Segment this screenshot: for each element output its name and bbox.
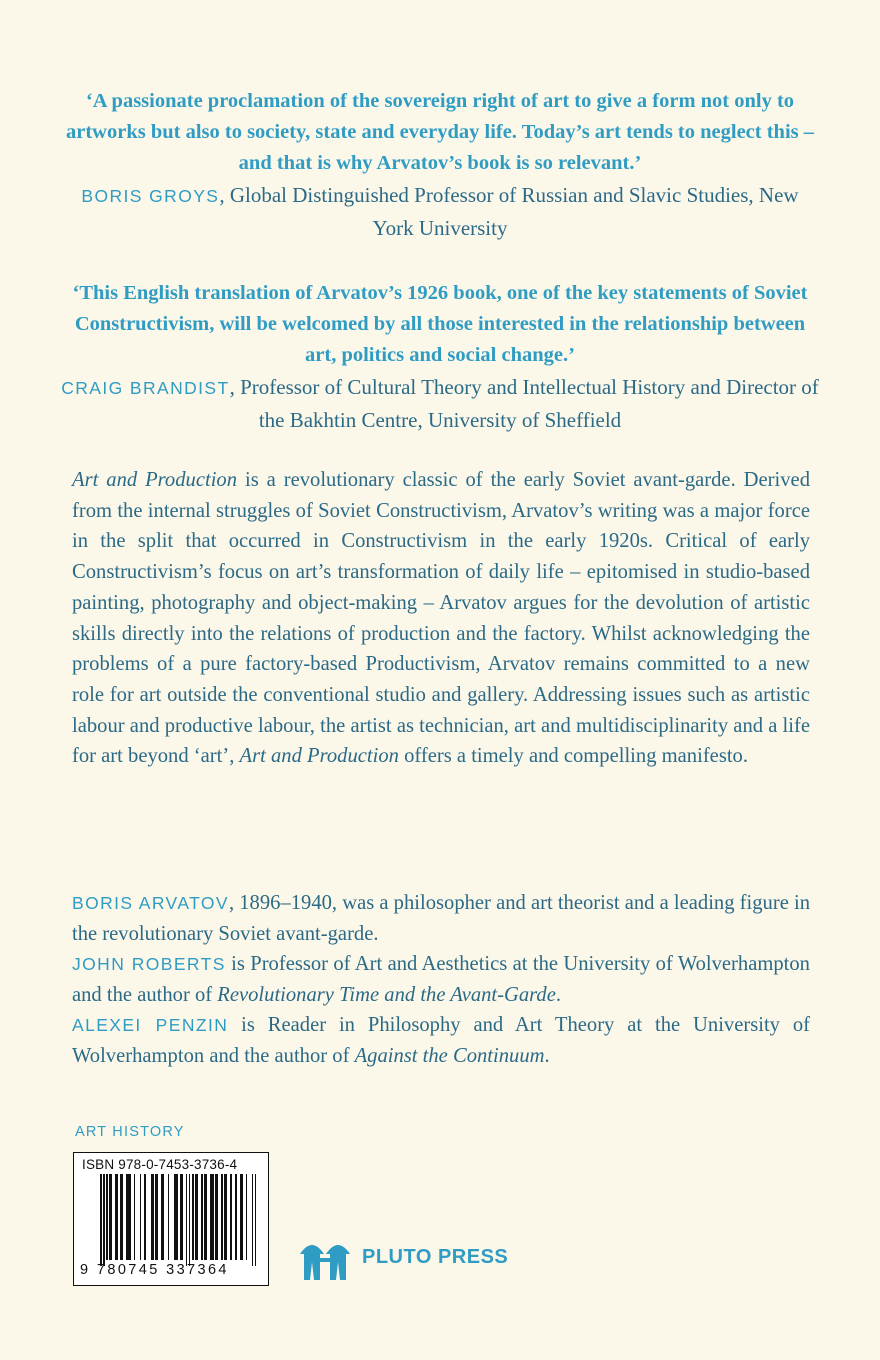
barcode-bar (100, 1174, 102, 1266)
barcode-bar (115, 1174, 118, 1260)
barcode-bar (189, 1174, 191, 1266)
bio-name: ALEXEI PENZIN (72, 1015, 229, 1035)
barcode-bar (109, 1174, 112, 1260)
category-label: ART HISTORY (75, 1124, 185, 1140)
quote-brandist (60, 278, 820, 436)
quote-text: ‘A passionate proclamation of the sovereign right of art to give a form not only to artworks but also to society, state and everyday life. Today’s art tends to neglect this – and that is why Arvatov’s book is so relevant.’ (65, 90, 815, 174)
quote-groys (60, 86, 820, 244)
bio-end: . (544, 1044, 550, 1067)
publisher-name: PLUTO PRESS (362, 1245, 509, 1268)
description-text: offers a timely and compelling manifesto. (398, 745, 749, 768)
publisher-logo (298, 1232, 508, 1282)
bio-arvatov (72, 888, 810, 949)
barcode-bar (215, 1174, 218, 1260)
barcode-bar (255, 1174, 257, 1266)
barcode-bar (120, 1174, 123, 1260)
barcode-bar (201, 1174, 203, 1260)
barcode-bar (246, 1174, 248, 1260)
author-bios (72, 888, 810, 1071)
barcode-bar (126, 1174, 131, 1260)
barcode-bar (221, 1174, 223, 1260)
book-title: Art and Production (239, 745, 399, 768)
book-title: Art and Production (72, 469, 238, 491)
description-text: is a revolutionary classic of the early Soviet avant-garde. Derived from the internal struggles of Soviet Constructivism, Arvatov’s writing was a major force in the split that occurred in Constructivism in the early 1920s. Critical of early Constructivism’s focus on art’s transformation of daily life – epitomised in studio-based painting, photography and object-making – Arvatov argues for the devolution of artistic skills directly into the relations of production and the factory. Whilst acknowledging the problems of a pure factory-based Productivism, Arvatov remains committed to a new role for art outside the conventional studio and gallery. Addressing issues such as artistic labour and productive labour, the artist as technician, art and multidisciplinarity and a life for art beyond ‘art’, (72, 469, 810, 768)
barcode-bar (204, 1174, 207, 1260)
barcode-bar (151, 1174, 154, 1260)
bio-book-title: Revolutionary Time and the Avant-Garde (217, 983, 556, 1006)
bio-name: BORIS ARVATOV (72, 893, 229, 913)
barcode-bar (252, 1174, 254, 1266)
quote-author-role: , Global Distinguished Professor of Russian and Slavic Studies, New York University (219, 183, 799, 240)
barcode-bar (144, 1174, 146, 1260)
quote-author-role: , Professor of Cultural Theory and Intellectual History and Director of the Bakhtin Centre, University of Sheffield (229, 375, 819, 432)
quote-attribution (60, 371, 820, 436)
pluto-press-logo-icon (298, 1232, 354, 1282)
bio-end: . (555, 983, 562, 1006)
barcode-bar (134, 1174, 136, 1260)
barcode-bar (140, 1174, 142, 1260)
barcode-bar (161, 1174, 164, 1260)
barcode-bars (100, 1174, 260, 1262)
isbn-barcode (73, 1152, 269, 1286)
barcode-bar (168, 1174, 170, 1260)
barcode-bar (106, 1174, 108, 1260)
bio-penzin (72, 1010, 810, 1071)
barcode-bar (186, 1174, 188, 1266)
isbn-digits: 9 780745 337364 (80, 1262, 229, 1278)
bio-name: JOHN ROBERTS (72, 954, 226, 974)
quote-text: ‘This English translation of Arvatov’s 1926 book, one of the key statements of Soviet Constructivism, will be welcomed by all those interested in the relationship between art, politics and social change.’ (72, 282, 808, 366)
barcode-bar (240, 1174, 243, 1260)
bio-roberts (72, 949, 810, 1010)
bio-text: is Professor of Art and Aesthetics at the University of Wolverhampton and the author of (72, 953, 810, 1006)
barcode-bar (210, 1174, 213, 1260)
quote-author: BORIS GROYS (81, 186, 220, 206)
barcode-bar (103, 1174, 105, 1266)
quote-author: CRAIG BRANDIST (61, 378, 230, 398)
book-description (72, 465, 810, 772)
quote-attribution (60, 179, 820, 244)
barcode-bar (174, 1174, 179, 1260)
barcode-bar (230, 1174, 232, 1260)
barcode-bar (224, 1174, 227, 1260)
barcode-bar (235, 1174, 237, 1260)
barcode-bar (195, 1174, 198, 1260)
isbn-label: ISBN 978-0-7453-3736-4 (82, 1157, 238, 1172)
bio-book-title: Against the Continuum (354, 1044, 545, 1067)
bio-text: is Reader in Philosophy and Art Theory at the University of Wolverhampton and the author of (72, 1014, 810, 1067)
barcode-bar (192, 1174, 194, 1260)
barcode-bar (180, 1174, 183, 1260)
barcode-bar (155, 1174, 158, 1260)
bio-text: , 1896–1940, was a philosopher and art theorist and a leading figure in the revolutionary Soviet avant-garde. (72, 892, 811, 945)
